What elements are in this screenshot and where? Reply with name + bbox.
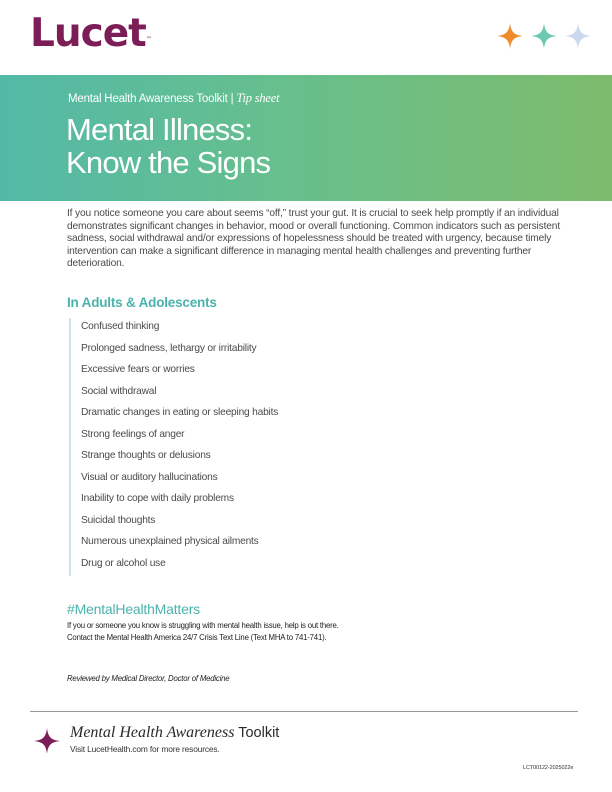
toolkit-title-italic: Mental Health Awareness [70, 724, 235, 741]
visit-website-text: Visit LucetHealth.com for more resources. [70, 744, 220, 754]
list-item: Visual or auditory hallucinations [81, 471, 218, 483]
teal-sparkle-icon [530, 22, 558, 50]
trademark-mark: ™ [145, 36, 152, 43]
section-heading: In Adults & Adolescents [67, 295, 217, 310]
light-blue-sparkle-icon [564, 22, 592, 50]
list-item: Suicidal thoughts [81, 514, 156, 526]
hashtag-heading: #MentalHealthMatters [67, 601, 200, 617]
page-title [66, 113, 270, 179]
document-type-label: Tip sheet [236, 91, 280, 105]
intro-paragraph: If you notice someone you care about seems “off,” trust your gut. It is crucial to seek help promptly if an individual demonstrates significant changes in behavior, mood or overall functioning. Common indicators such as persistent sadness, social withdrawal and/or expressions of hopelessness should be treated with urgency, because timely intervention can make a significant difference in managing mental health challenges and preventing further deterioration. [67, 208, 560, 270]
footer-toolkit-title [70, 724, 279, 742]
orange-sparkle-icon [496, 22, 524, 50]
warning-signs-list [69, 318, 369, 576]
list-item: Inability to cope with daily problems [81, 493, 234, 504]
list-item: Strong feelings of anger [81, 428, 185, 440]
title-line-1: Mental Illness: [66, 112, 253, 147]
list-item: Dramatic changes in eating or sleeping habits [81, 407, 279, 418]
list-item: Confused thinking [81, 321, 160, 332]
lucet-logo [30, 12, 152, 56]
footer-divider [30, 711, 578, 712]
toolkit-label: Mental Health Awareness Toolkit [68, 93, 228, 105]
list-item: Social withdrawal [81, 385, 157, 397]
reviewed-by-note: Reviewed by Medical Director, Doctor of Medicine [67, 674, 230, 683]
toolkit-title-plain: Toolkit [238, 725, 280, 741]
purple-sparkle-icon [33, 727, 61, 755]
logo-wordmark: Lucet [30, 11, 146, 56]
crisis-help-text [67, 620, 487, 643]
list-item: Numerous unexplained physical ailments [81, 536, 259, 547]
eyebrow-separator: | [230, 93, 234, 105]
list-item: Prolonged sadness, lethargy or irritability [81, 342, 257, 354]
title-banner [0, 75, 612, 201]
help-line-2: Contact the Mental Health America 24/7 Crisis Text Line (Text MHA to 741-741). [67, 632, 327, 642]
list-item: Excessive fears or worries [81, 364, 195, 375]
document-code: LCT00122-2025022e [523, 765, 574, 771]
help-line-1: If you or someone you know is struggling with mental health issue, help is out there. [67, 621, 339, 630]
list-item: Strange thoughts or delusions [81, 450, 211, 461]
list-item: Drug or alcohol use [81, 557, 166, 569]
banner-eyebrow [68, 91, 279, 106]
sparkle-group [496, 22, 592, 50]
title-line-2: Know the Signs [66, 145, 271, 180]
